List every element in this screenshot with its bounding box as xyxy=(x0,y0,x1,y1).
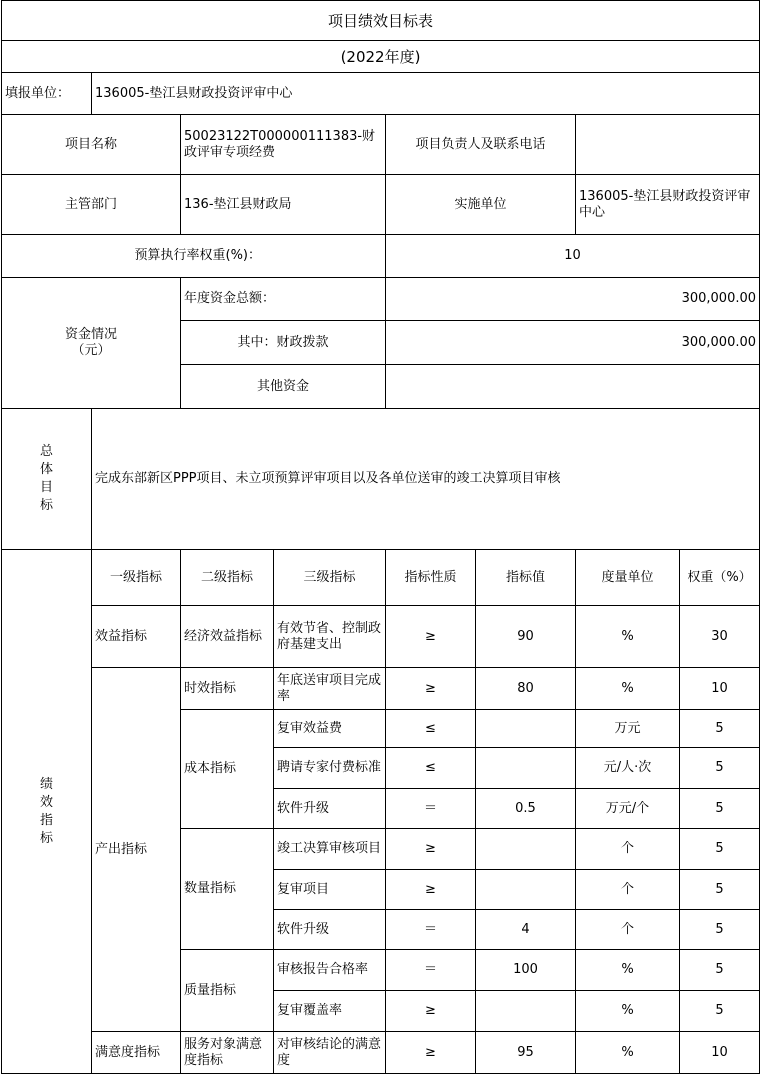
header-unit: 度量单位 xyxy=(576,550,680,606)
indicator-unit: % xyxy=(576,1032,680,1074)
annual-total-label: 年度资金总额： xyxy=(181,278,386,321)
level2-quality: 质量指标 xyxy=(181,950,274,1032)
goal-label xyxy=(2,409,92,550)
goal-label-text: 总体目标 xyxy=(39,444,53,513)
performance-table xyxy=(1,0,760,1074)
indicator-value: 80 xyxy=(476,668,576,710)
annual-total-value: 300,000.00 xyxy=(386,278,760,321)
budget-weight-value: 10 xyxy=(386,235,760,278)
indicator-unit: 个 xyxy=(576,910,680,950)
indicator-op: ≥ xyxy=(386,829,476,870)
fiscal-value: 300,000.00 xyxy=(386,321,760,365)
header-level1: 一级指标 xyxy=(92,550,181,606)
indicator-value: 0.5 xyxy=(476,789,576,829)
budget-weight-label: 预算执行率权重(%)： xyxy=(2,235,386,278)
indicator-value xyxy=(476,829,576,870)
indicator-weight: 5 xyxy=(680,789,760,829)
goal-text: 完成东部新区PPP项目、未立项预算评审项目以及各单位送审的竣工决算项目审核 xyxy=(92,409,760,550)
funds-label-text: 资金情况（元） xyxy=(64,327,117,358)
indicator-unit: 万元 xyxy=(576,710,680,748)
indicator-weight: 5 xyxy=(680,748,760,789)
indicator-weight: 5 xyxy=(680,870,760,910)
perf-label-text: 绩效指标 xyxy=(39,776,53,846)
indicator-name: 软件升级 xyxy=(274,789,386,829)
header-nature: 指标性质 xyxy=(386,550,476,606)
level2-quantity: 数量指标 xyxy=(181,829,274,950)
indicator-unit: % xyxy=(576,606,680,668)
indicator-unit: % xyxy=(576,668,680,710)
level1-satisfaction: 满意度指标 xyxy=(92,1032,181,1074)
level2-cost: 成本指标 xyxy=(181,710,274,829)
indicator-name: 复审项目 xyxy=(274,870,386,910)
indicator-name: 软件升级 xyxy=(274,910,386,950)
table-row xyxy=(2,1032,760,1074)
indicator-value: 4 xyxy=(476,910,576,950)
indicator-name: 复审覆盖率 xyxy=(274,991,386,1032)
indicator-op: ＝ xyxy=(386,910,476,950)
indicator-op: ≤ xyxy=(386,710,476,748)
reporting-unit-value: 136005-垫江县财政投资评审中心 xyxy=(92,73,760,115)
indicator-unit: 个 xyxy=(576,870,680,910)
indicator-weight: 5 xyxy=(680,710,760,748)
indicator-weight: 5 xyxy=(680,991,760,1032)
indicator-value xyxy=(476,870,576,910)
indicator-name: 审核报告合格率 xyxy=(274,950,386,991)
header-value: 指标值 xyxy=(476,550,576,606)
indicator-name: 竣工决算审核项目 xyxy=(274,829,386,870)
indicator-weight: 5 xyxy=(680,829,760,870)
reporting-unit-label: 填报单位： xyxy=(2,73,92,115)
indicator-weight: 10 xyxy=(680,668,760,710)
indicator-value: 90 xyxy=(476,606,576,668)
perf-label xyxy=(2,550,92,1074)
indicator-weight: 30 xyxy=(680,606,760,668)
project-name-value: 50023122T000000111383-财政评审专项经费 xyxy=(181,115,386,175)
indicator-name: 对审核结论的满意度 xyxy=(274,1032,386,1074)
fiscal-label: 其中：财政拨款 xyxy=(181,321,386,365)
indicator-unit: 元/人·次 xyxy=(576,748,680,789)
funds-label xyxy=(2,278,181,409)
indicator-op: ≤ xyxy=(386,748,476,789)
indicator-name: 年底送审项目完成率 xyxy=(274,668,386,710)
indicator-weight: 5 xyxy=(680,950,760,991)
header-level3: 三级指标 xyxy=(274,550,386,606)
indicator-value: 100 xyxy=(476,950,576,991)
indicator-name: 有效节省、控制政府基建支出 xyxy=(274,606,386,668)
level2-timeliness: 时效指标 xyxy=(181,668,274,710)
indicator-weight: 5 xyxy=(680,910,760,950)
table-year: (2022年度) xyxy=(2,41,760,73)
level1-output: 产出指标 xyxy=(92,668,181,1032)
header-weight: 权重（%） xyxy=(680,550,760,606)
other-funds-label: 其他资金 xyxy=(181,365,386,409)
indicator-op: ＝ xyxy=(386,950,476,991)
indicator-unit: 万元/个 xyxy=(576,789,680,829)
indicator-name: 聘请专家付费标准 xyxy=(274,748,386,789)
indicator-unit: % xyxy=(576,950,680,991)
indicator-value xyxy=(476,991,576,1032)
other-funds-value xyxy=(386,365,760,409)
impl-label: 实施单位 xyxy=(386,175,576,235)
table-row xyxy=(2,668,760,710)
indicator-op: ≥ xyxy=(386,1032,476,1074)
table-row xyxy=(2,606,760,668)
responsible-value xyxy=(576,115,760,175)
indicator-op: ≥ xyxy=(386,668,476,710)
table-title: 项目绩效目标表 xyxy=(2,1,760,41)
indicator-op: ≥ xyxy=(386,606,476,668)
indicator-unit: % xyxy=(576,991,680,1032)
indicator-value: 95 xyxy=(476,1032,576,1074)
indicator-op: ≥ xyxy=(386,870,476,910)
indicator-value xyxy=(476,710,576,748)
project-name-label: 项目名称 xyxy=(2,115,181,175)
indicator-weight: 10 xyxy=(680,1032,760,1074)
impl-value: 136005-垫江县财政投资评审中心 xyxy=(576,175,760,235)
dept-value: 136-垫江县财政局 xyxy=(181,175,386,235)
indicator-name: 复审效益费 xyxy=(274,710,386,748)
level1-benefit: 效益指标 xyxy=(92,606,181,668)
indicator-op: ＝ xyxy=(386,789,476,829)
level2-service-satisfaction: 服务对象满意度指标 xyxy=(181,1032,274,1074)
responsible-label: 项目负责人及联系电话 xyxy=(386,115,576,175)
indicator-value xyxy=(476,748,576,789)
header-level2: 二级指标 xyxy=(181,550,274,606)
level2-economic: 经济效益指标 xyxy=(181,606,274,668)
indicator-unit: 个 xyxy=(576,829,680,870)
dept-label: 主管部门 xyxy=(2,175,181,235)
indicator-op: ≥ xyxy=(386,991,476,1032)
